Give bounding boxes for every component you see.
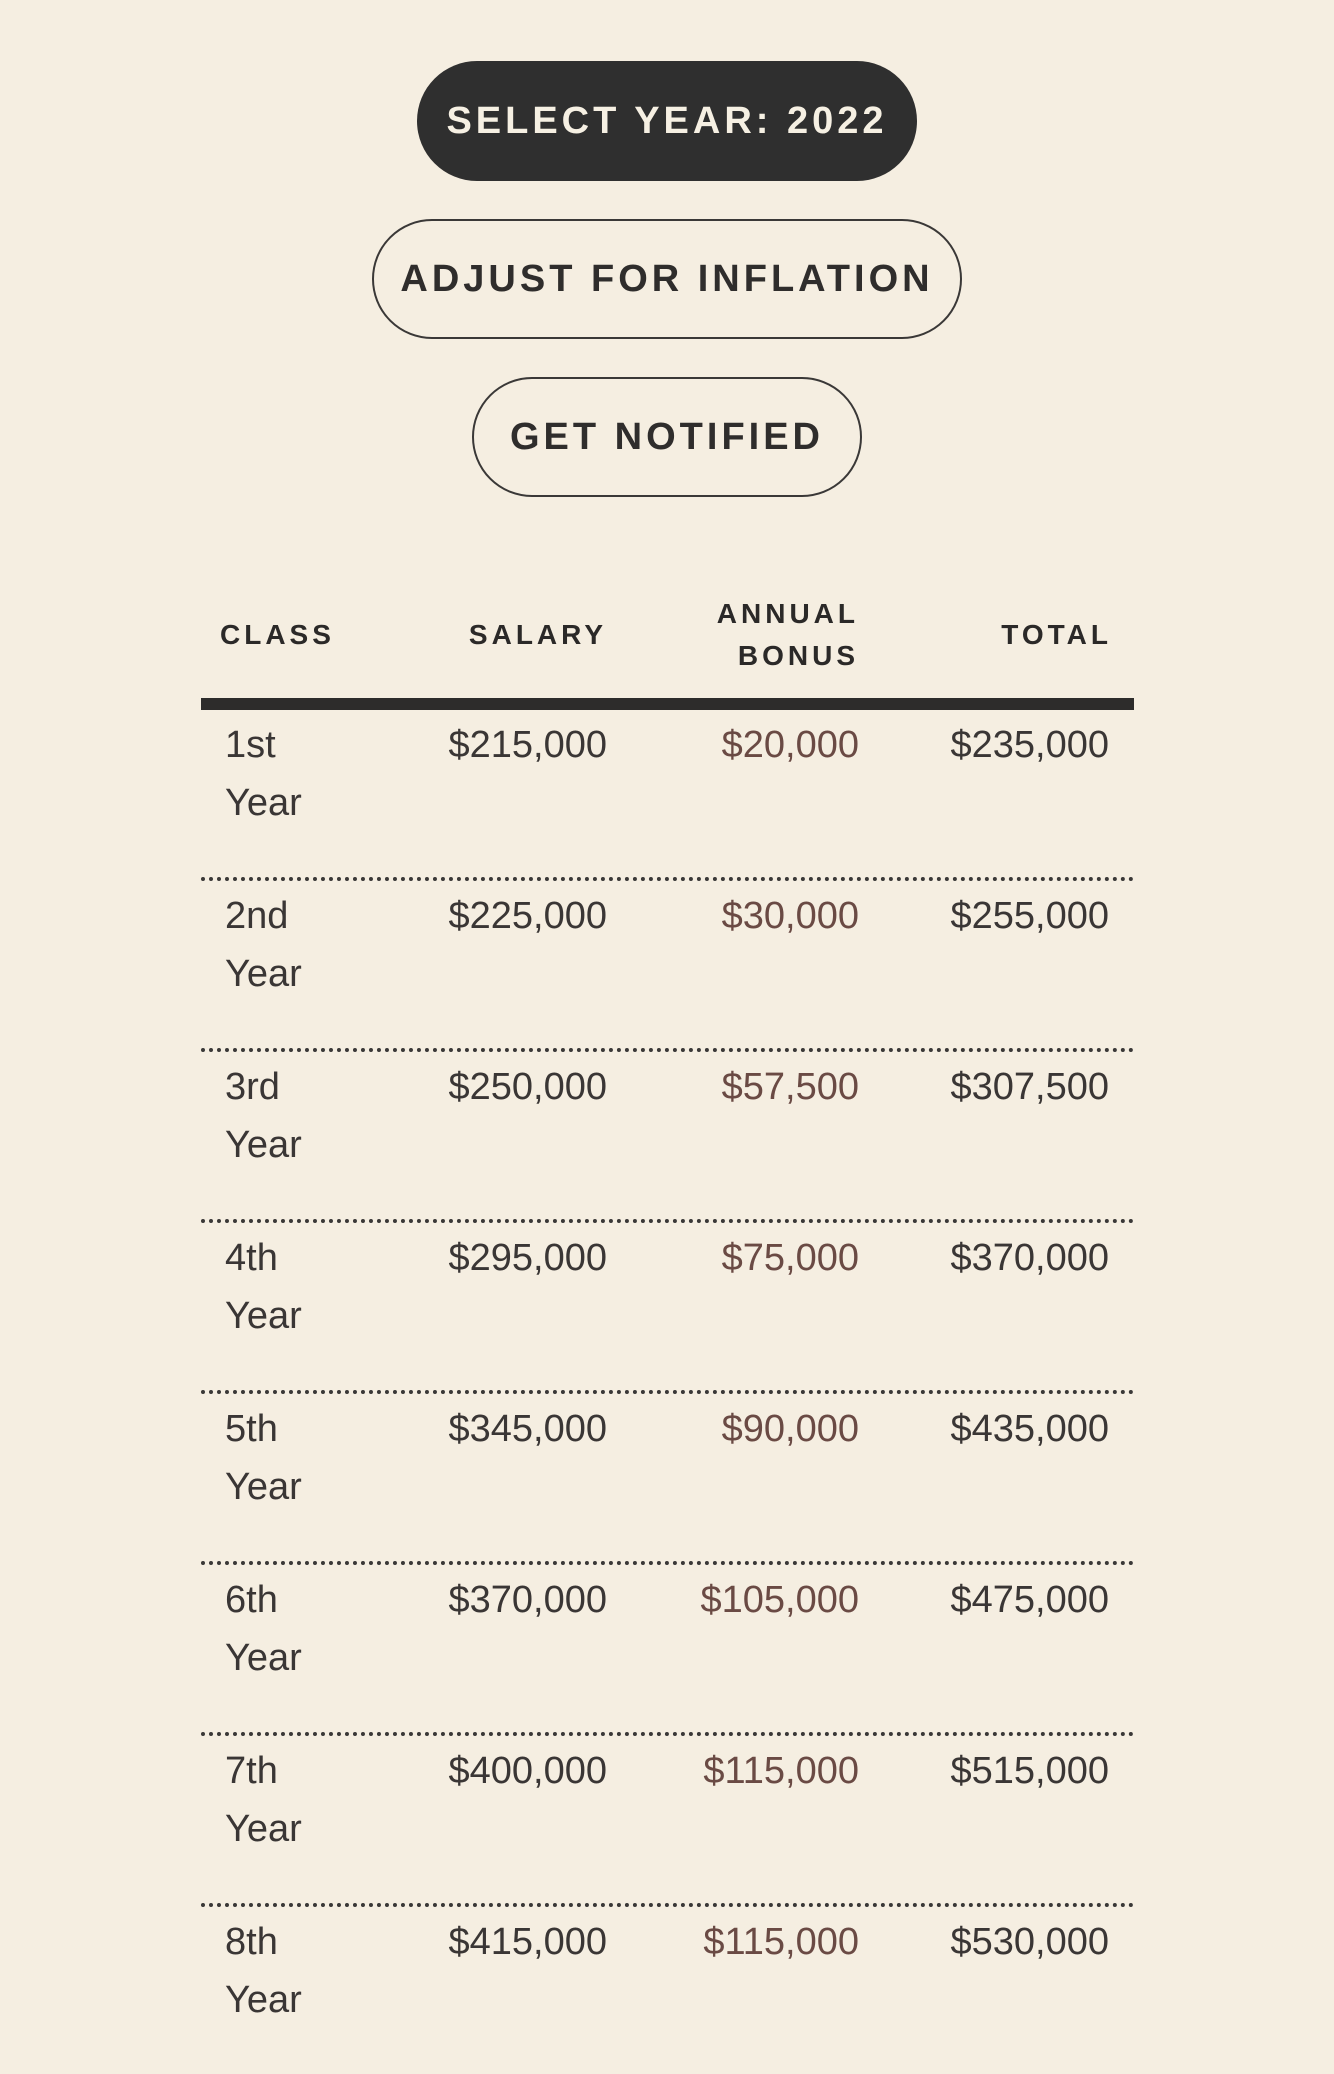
get-notified-button[interactable] — [472, 377, 862, 497]
class-line2: Year — [225, 1124, 302, 1166]
salary-table — [201, 582, 1134, 2021]
header-annual-bonus — [659, 593, 859, 677]
class-line1: 8th — [225, 1921, 278, 1963]
class-line2: Year — [225, 1295, 302, 1337]
table-row — [201, 1736, 1134, 1907]
salary-cell: $400,000 — [448, 1750, 607, 1792]
class-line2: Year — [225, 1808, 302, 1850]
total-cell: $370,000 — [950, 1237, 1109, 1279]
class-line1: 2nd — [225, 895, 289, 937]
class-cell — [225, 1400, 345, 1516]
total-cell: $255,000 — [950, 895, 1109, 937]
class-line1: 4th — [225, 1237, 278, 1279]
salary-cell: $370,000 — [448, 1579, 607, 1621]
adjust-for-inflation-button[interactable] — [372, 219, 962, 339]
class-line1: 3rd — [225, 1066, 280, 1108]
header-total: TOTAL — [1001, 619, 1112, 650]
class-line1: 7th — [225, 1750, 278, 1792]
table-row — [201, 1223, 1134, 1394]
select-year-button[interactable] — [417, 61, 917, 181]
header-divider — [201, 698, 1134, 710]
bonus-cell: $115,000 — [703, 1750, 859, 1792]
class-cell — [225, 1571, 345, 1687]
class-cell — [225, 1913, 345, 2029]
salary-cell: $215,000 — [448, 724, 607, 766]
bonus-cell: $75,000 — [721, 1237, 859, 1279]
table-body — [201, 710, 1134, 2074]
table-row — [201, 1394, 1134, 1565]
header-annual-bonus-line1: ANNUAL — [716, 598, 859, 629]
table-row — [201, 1565, 1134, 1736]
bonus-cell: $57,500 — [721, 1066, 859, 1108]
class-cell — [225, 716, 345, 832]
bonus-cell: $30,000 — [721, 895, 859, 937]
salary-cell: $250,000 — [448, 1066, 607, 1108]
class-cell — [225, 1742, 345, 1858]
table-row — [201, 1907, 1134, 2074]
bonus-cell: $105,000 — [700, 1579, 859, 1621]
class-line2: Year — [225, 782, 302, 824]
total-cell: $435,000 — [950, 1408, 1109, 1450]
total-cell: $530,000 — [950, 1921, 1109, 1963]
total-cell: $515,000 — [950, 1750, 1109, 1792]
adjust-for-inflation-label: ADJUST FOR INFLATION — [400, 257, 934, 300]
bonus-cell: $90,000 — [721, 1408, 859, 1450]
header-salary: SALARY — [468, 619, 607, 650]
class-cell — [225, 887, 345, 1003]
select-year-label: SELECT YEAR: 2022 — [446, 99, 888, 142]
class-line1: 1st — [225, 724, 276, 766]
salary-cell: $415,000 — [448, 1921, 607, 1963]
class-line2: Year — [225, 1979, 302, 2021]
bonus-cell: $115,000 — [703, 1921, 859, 1963]
header-annual-bonus-line2: BONUS — [737, 640, 859, 671]
salary-cell: $345,000 — [448, 1408, 607, 1450]
table-header — [201, 582, 1134, 702]
salary-cell: $295,000 — [448, 1237, 607, 1279]
table-row — [201, 710, 1134, 881]
class-line1: 5th — [225, 1408, 278, 1450]
class-cell — [225, 1229, 345, 1345]
header-class: CLASS — [220, 619, 335, 650]
class-line1: 6th — [225, 1579, 278, 1621]
total-cell: $235,000 — [950, 724, 1109, 766]
table-row — [201, 1052, 1134, 1223]
class-line2: Year — [225, 1466, 302, 1508]
class-line2: Year — [225, 953, 302, 995]
salary-cell: $225,000 — [448, 895, 607, 937]
class-cell — [225, 1058, 345, 1174]
total-cell: $307,500 — [950, 1066, 1109, 1108]
table-row — [201, 881, 1134, 1052]
total-cell: $475,000 — [950, 1579, 1109, 1621]
class-line2: Year — [225, 1637, 302, 1679]
get-notified-label: GET NOTIFIED — [510, 415, 824, 458]
bonus-cell: $20,000 — [721, 724, 859, 766]
